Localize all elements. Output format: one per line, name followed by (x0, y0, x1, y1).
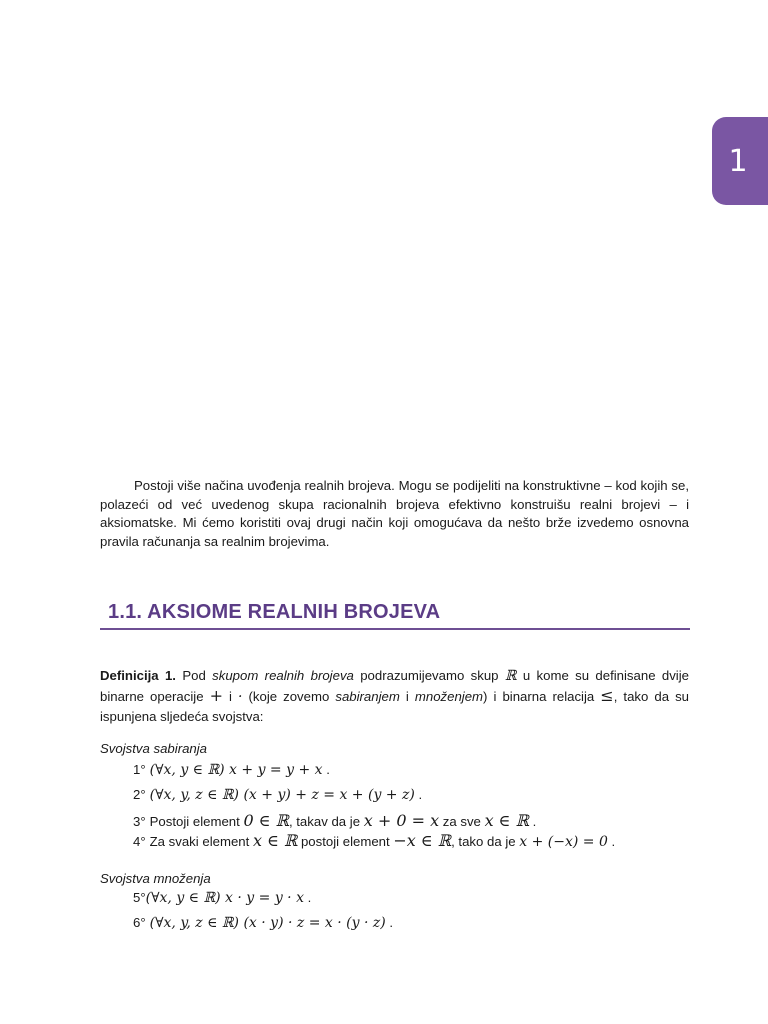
property-end: . (322, 762, 330, 777)
property-end: . (607, 834, 616, 849)
property-text: Za svaki element (149, 834, 253, 849)
property-6 (133, 913, 393, 933)
section-heading (100, 601, 690, 630)
dot-symbol: · (238, 689, 243, 706)
property-formula: (∀x, y ∈ ℝ) x · y = y · x (145, 890, 304, 906)
definition-emphasis: množenjem (414, 689, 484, 705)
property-formula: x ∈ ℝ (484, 811, 529, 830)
intro-text: Postoji više načina uvođenja realnih brojeva. Mogu se podijeliti na konstruktivne – kod kojih se, polazeći od već uvedenog skupa racionalnih brojeva efektivno konstruišu realni brojevi – i aksiomatske. Mi ćemo koristiti ovaj drugi način koji omogućava da nešto brže izvedemo osnovna pravila računanja sa realnim brojevima. (100, 478, 689, 549)
property-formula: x + (−x) = 0 (519, 834, 608, 850)
property-number: 1° (133, 762, 146, 777)
chapter-number: 1 (728, 143, 748, 179)
property-4 (133, 831, 615, 852)
plus-symbol: + (209, 686, 223, 706)
property-formula: x + 0 = x (363, 811, 440, 830)
property-text: , tako da je (451, 834, 520, 849)
definition-text: podrazumijevamo skup (353, 668, 505, 683)
section-title: 1.1. AKSIOME REALNIH BROJEVA (108, 601, 441, 623)
property-end: . (528, 814, 537, 829)
property-2 (133, 785, 422, 805)
definition-text: u kome su definisane dvije binarne operacije (100, 668, 689, 705)
intro-paragraph (100, 477, 689, 551)
property-formula: (∀x, y ∈ ℝ) x + y = y + x (149, 762, 323, 778)
definition-paragraph (100, 666, 689, 727)
addition-heading: Svojstva sabiranja (100, 741, 208, 756)
property-number: 6° (133, 915, 146, 930)
definition-text: (koje zovemo (242, 689, 336, 705)
less-equal-symbol: ≤ (600, 686, 614, 706)
property-formula: 0 ∈ ℝ (243, 811, 289, 830)
property-number: 4° (133, 834, 146, 849)
multiplication-heading: Svojstva množenja (100, 871, 211, 886)
property-formula: (∀x, y, z ∈ ℝ) (x · y) · z = x · (y · z) (149, 915, 386, 931)
property-text: , takav da je (288, 814, 364, 829)
property-text: Postoji element (149, 814, 244, 829)
property-formula: (∀x, y, z ∈ ℝ) (x + y) + z = x + (y + z) (149, 787, 415, 803)
property-3 (133, 811, 536, 832)
property-number: 3° (133, 814, 146, 829)
property-end: . (303, 890, 312, 905)
property-number: 2° (133, 787, 146, 802)
property-text: postoji element (297, 834, 394, 849)
definition-text: Pod (175, 668, 213, 683)
definition-emphasis: skupom realnih brojeva (212, 668, 354, 683)
property-text: za sve (439, 814, 485, 829)
definition-text: i (399, 689, 415, 705)
real-set-symbol: ℝ (504, 668, 517, 684)
definition-text: , tako da su ispunjena sljedeća svojstva: (100, 689, 690, 725)
property-number: 5° (133, 890, 146, 905)
definition-emphasis: sabiranjem (335, 689, 400, 705)
property-5 (133, 888, 311, 908)
definition-text: ) i binarna relacija (483, 689, 601, 705)
property-end: . (414, 787, 423, 802)
property-formula: x ∈ ℝ (252, 831, 298, 850)
property-1 (133, 760, 330, 780)
chapter-number-tab (712, 117, 768, 205)
property-end: . (385, 915, 394, 930)
property-formula: −x ∈ ℝ (393, 831, 452, 850)
definition-label: Definicija 1. (100, 668, 176, 683)
definition-text: i (223, 689, 239, 705)
